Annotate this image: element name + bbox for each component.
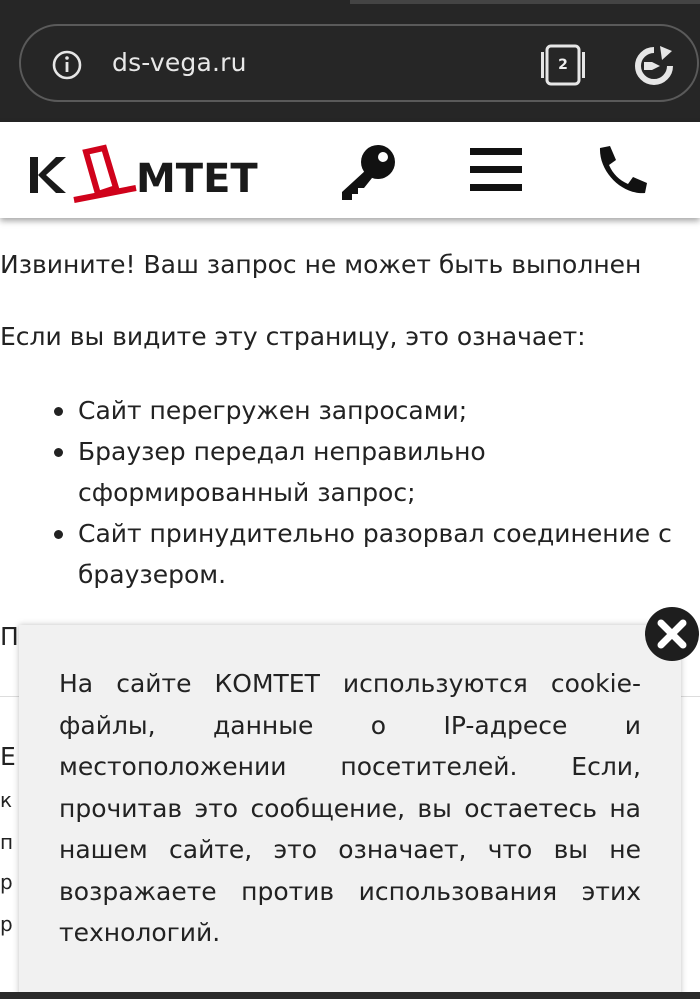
cookie-message: На сайте КОМТЕТ используются cookie-файлы, данные о IP-адресе и местоположении посетителей. Если, прочитав это сообщение, вы остаетесь на нашем сайте, это означает, что вы не возражаете против использования этих технологий.	[59, 669, 641, 947]
hidden-text-fragment: Е	[0, 742, 16, 771]
status-strip	[350, 0, 700, 4]
url-text[interactable]: ds-vega.ru	[112, 48, 247, 77]
cookie-banner	[19, 625, 681, 999]
komtet-logo[interactable]	[26, 142, 292, 208]
list-item: Сайт принудительно разорвал соединение с браузером.	[48, 513, 688, 595]
hidden-text-fragment: П	[0, 622, 19, 651]
refresh-icon[interactable]	[630, 42, 678, 90]
key-icon[interactable]	[336, 142, 402, 202]
hidden-text-fragment: р	[0, 870, 13, 894]
hidden-text-fragment: п	[0, 830, 14, 854]
info-icon[interactable]	[47, 45, 87, 85]
menu-icon[interactable]	[468, 146, 524, 194]
list-item: Сайт перегружен запросами;	[48, 390, 688, 431]
intro-text: Если вы видите эту страницу, это означает:	[0, 322, 586, 351]
hidden-text-fragment: р	[0, 912, 13, 936]
close-icon[interactable]	[644, 606, 700, 662]
bottom-bar	[0, 992, 700, 999]
hidden-text-fragment: к	[0, 788, 13, 812]
site-header	[0, 122, 700, 218]
tab-count: 2	[558, 57, 568, 73]
svg-text:МТЕТ: МТЕТ	[136, 156, 258, 202]
reasons-list	[48, 390, 688, 595]
phone-icon[interactable]	[594, 144, 650, 196]
list-item: Браузер передал неправильно сформированный запрос;	[48, 431, 688, 513]
error-title: Извините! Ваш запрос не может быть выполнен	[0, 250, 642, 279]
